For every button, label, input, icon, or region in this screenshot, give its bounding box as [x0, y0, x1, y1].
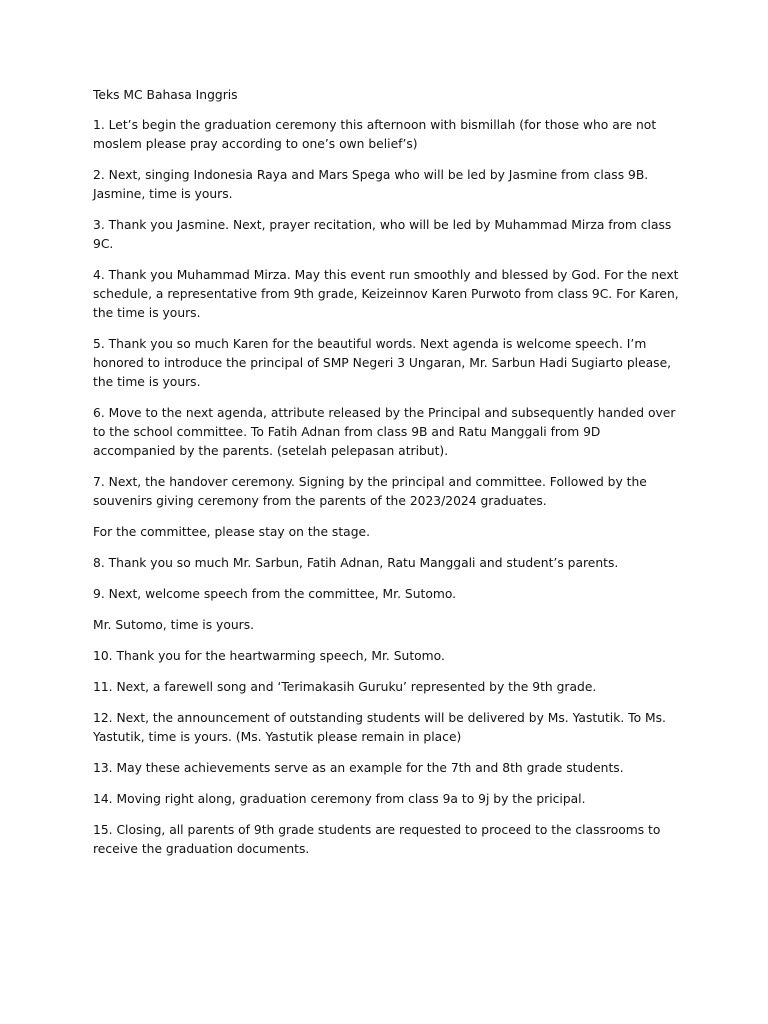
paragraph-11: 11. Next, a farewell song and ‘Terimakasih Guruku’ represented by the 9th grade.: [93, 680, 597, 694]
paragraph-2: 2. Next, singing Indonesia Raya and Mars Spega who will be led by Jasmine from class 9B. Jasmine, time is yours.: [93, 168, 649, 201]
paragraph-9: 9. Next, welcome speech from the committee, Mr. Sutomo.: [93, 587, 457, 601]
paragraph-4: 4. Thank you Muhammad Mirza. May this event run smoothly and blessed by God. For the next schedule, a representative from 9th grade, Keizeinnov Karen Purwoto from class 9C. For Karen, the time is yours.: [93, 268, 679, 320]
paragraph-3: 3. Thank you Jasmine. Next, prayer recitation, who will be led by Muhammad Mirza from class 9C.: [93, 218, 672, 251]
paragraph-5: 5. Thank you so much Karen for the beautiful words. Next agenda is welcome speech. I’m honored to introduce the principal of SMP Negeri 3 Ungaran, Mr. Sarbun Hadi Sugiarto please, the time is yours.: [93, 337, 672, 389]
paragraph-sutomo-note: Mr. Sutomo, time is yours.: [93, 618, 255, 632]
paragraph-1: 1. Let’s begin the graduation ceremony this afternoon with bismillah (for those who are not moslem please pray according to one’s own belief’s): [93, 118, 657, 151]
paragraph-12: 12. Next, the announcement of outstanding students will be delivered by Ms. Yastutik. To Ms. Yastutik, time is yours. (Ms. Yastutik please remain in place): [93, 711, 666, 744]
document-body: [93, 86, 683, 871]
paragraph-15: 15. Closing, all parents of 9th grade students are requested to proceed to the classrooms to receive the graduation documents.: [93, 823, 661, 856]
paragraph-10: 10. Thank you for the heartwarming speech, Mr. Sutomo.: [93, 649, 445, 663]
paragraph-committee-note: For the committee, please stay on the stage.: [93, 525, 370, 539]
paragraph-14: 14. Moving right along, graduation ceremony from class 9a to 9j by the pricipal.: [93, 792, 586, 806]
paragraph-7: 7. Next, the handover ceremony. Signing by the principal and committee. Followed by the souvenirs giving ceremony from the parents of the 2023/2024 graduates.: [93, 475, 647, 508]
paragraph-8: 8. Thank you so much Mr. Sarbun, Fatih Adnan, Ratu Manggali and student’s parents.: [93, 556, 619, 570]
document-title: Teks MC Bahasa Inggris: [93, 88, 238, 102]
paragraph-13: 13. May these achievements serve as an example for the 7th and 8th grade students.: [93, 761, 624, 775]
paragraph-6: 6. Move to the next agenda, attribute released by the Principal and subsequently handed over to the school committee. To Fatih Adnan from class 9B and Ratu Manggali from 9D accompanied by the parents. (setelah pelepasan atribut).: [93, 406, 676, 458]
